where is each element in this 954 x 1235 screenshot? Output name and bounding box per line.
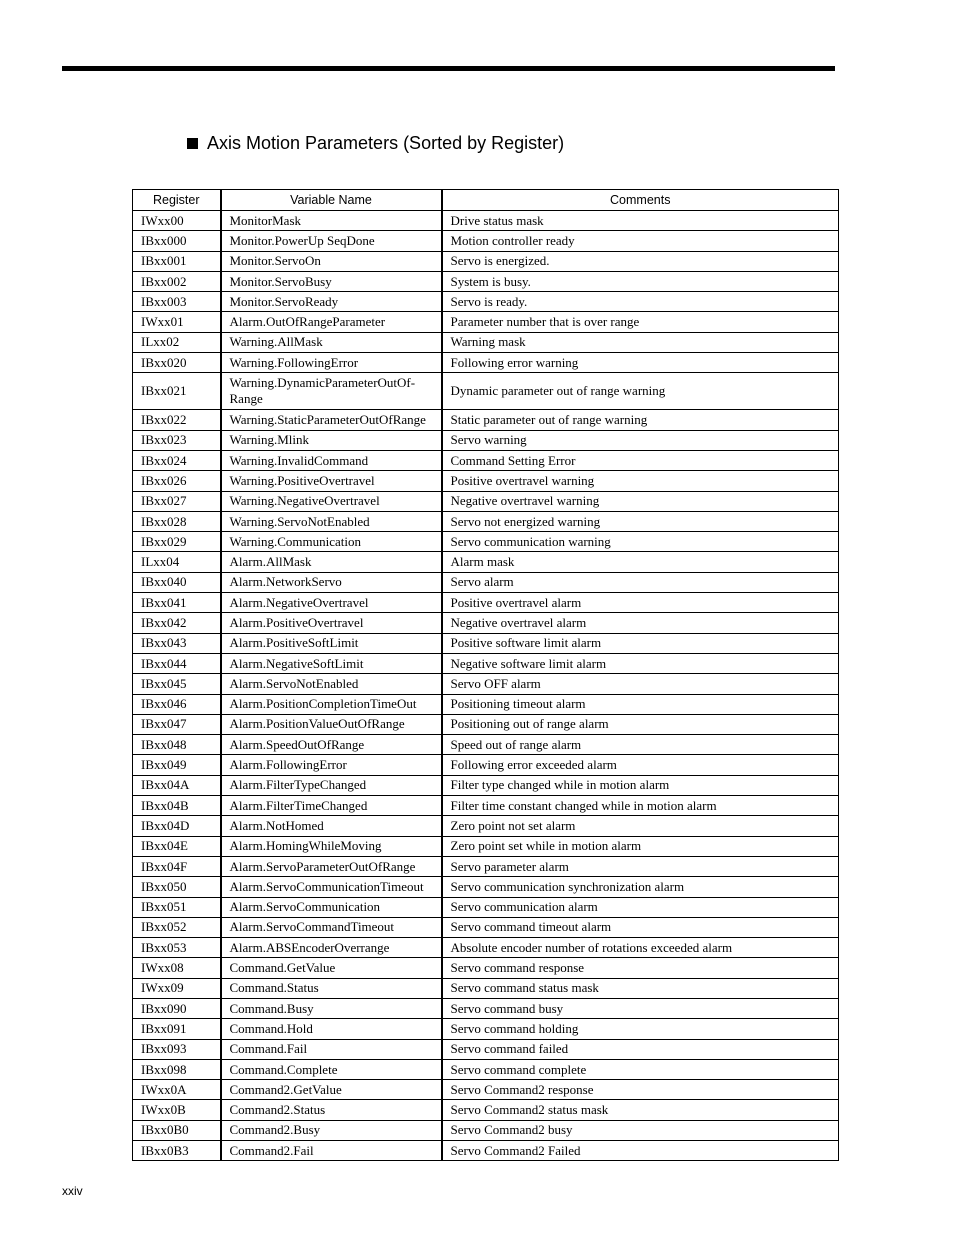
cell-variable-name: Monitor.ServoBusy [221,271,442,291]
cell-variable-name: Alarm.NegativeSoftLimit [221,653,442,673]
table-row [133,856,839,876]
header-register: Register [133,190,221,211]
cell-register: IBxx045 [133,674,221,694]
cell-variable-name: Monitor.ServoOn [221,251,442,271]
cell-variable-name: Alarm.HomingWhileMoving [221,836,442,856]
cell-comments: Servo command holding [442,1019,839,1039]
cell-variable-name: Warning.Mlink [221,430,442,450]
cell-variable-name: Alarm.SpeedOutOfRange [221,735,442,755]
cell-comments: Servo communication warning [442,532,839,552]
cell-comments: Servo command busy [442,998,839,1018]
cell-variable-name: Command2.GetValue [221,1080,442,1100]
table-row [133,1039,839,1059]
table-body [133,211,839,1161]
table-row [133,998,839,1018]
cell-register: IBxx04B [133,796,221,816]
cell-comments: Servo is ready. [442,292,839,312]
table-row [133,1019,839,1039]
table-row [133,1141,839,1161]
cell-comments: Drive status mask [442,211,839,231]
cell-variable-name: Command.Fail [221,1039,442,1059]
cell-comments: Alarm mask [442,552,839,572]
cell-comments: Servo command failed [442,1039,839,1059]
table-row [133,755,839,775]
cell-comments: Servo communication synchronization alarm [442,877,839,897]
cell-variable-name: Alarm.NotHomed [221,816,442,836]
table-row [133,653,839,673]
cell-variable-name: Alarm.PositionCompletionTimeOut [221,694,442,714]
header-variable-name: Variable Name [221,190,442,211]
cell-register: IWxx01 [133,312,221,332]
cell-register: IBxx0B3 [133,1141,221,1161]
cell-register: IBxx091 [133,1019,221,1039]
cell-register: IBxx052 [133,917,221,937]
cell-register: IBxx04E [133,836,221,856]
cell-comments: Positive overtravel warning [442,471,839,491]
cell-register: IWxx0A [133,1080,221,1100]
table-row [133,938,839,958]
cell-comments: Positioning out of range alarm [442,714,839,734]
cell-register: IBxx098 [133,1059,221,1079]
cell-comments: Servo command timeout alarm [442,917,839,937]
cell-comments: Following error exceeded alarm [442,755,839,775]
cell-variable-name: Alarm.NetworkServo [221,572,442,592]
cell-comments: Servo Command2 busy [442,1120,839,1140]
section-heading [187,130,564,156]
cell-variable-name: Warning.PositiveOvertravel [221,471,442,491]
cell-comments: Zero point not set alarm [442,816,839,836]
cell-register: IBxx026 [133,471,221,491]
table-row [133,816,839,836]
table-row [133,633,839,653]
cell-variable-name: Command.Status [221,978,442,998]
cell-register: ILxx02 [133,332,221,352]
cell-variable-name: Alarm.FollowingError [221,755,442,775]
cell-comments: Static parameter out of range warning [442,410,839,430]
table-row [133,714,839,734]
cell-register: IBxx024 [133,450,221,470]
table-row [133,511,839,531]
table-row [133,332,839,352]
cell-register: IWxx00 [133,211,221,231]
table-header-row [133,190,839,211]
cell-variable-name: Warning.DynamicParameterOutOf-Range [221,373,442,410]
table-row [133,491,839,511]
cell-register: IBxx046 [133,694,221,714]
table-row [133,877,839,897]
cell-comments: Servo command status mask [442,978,839,998]
cell-register: IBxx003 [133,292,221,312]
cell-comments: Filter type changed while in motion alarm [442,775,839,795]
table-row [133,613,839,633]
cell-variable-name: Alarm.PositiveOvertravel [221,613,442,633]
table-row [133,231,839,251]
cell-register: IBxx093 [133,1039,221,1059]
table-row [133,450,839,470]
cell-variable-name: Command2.Fail [221,1141,442,1161]
table-row [133,312,839,332]
cell-comments: Positive overtravel alarm [442,593,839,613]
cell-variable-name: Alarm.ServoCommandTimeout [221,917,442,937]
cell-comments: Servo command response [442,958,839,978]
cell-comments: Positioning timeout alarm [442,694,839,714]
table-row [133,552,839,572]
cell-variable-name: Alarm.FilterTimeChanged [221,796,442,816]
table-row [133,532,839,552]
cell-register: IBxx04F [133,856,221,876]
table-row [133,917,839,937]
table-row [133,694,839,714]
table-row [133,1080,839,1100]
cell-comments: Servo Command2 Failed [442,1141,839,1161]
cell-comments: Absolute encoder number of rotations exceeded alarm [442,938,839,958]
cell-variable-name: Command2.Status [221,1100,442,1120]
cell-comments: Dynamic parameter out of range warning [442,373,839,410]
cell-register: IBxx022 [133,410,221,430]
cell-variable-name: Alarm.PositionValueOutOfRange [221,714,442,734]
cell-variable-name: Warning.Communication [221,532,442,552]
cell-register: IBxx028 [133,511,221,531]
cell-register: IBxx000 [133,231,221,251]
cell-variable-name: Warning.FollowingError [221,353,442,373]
table-row [133,271,839,291]
cell-comments: Parameter number that is over range [442,312,839,332]
table-row [133,373,839,410]
section-title: Axis Motion Parameters (Sorted by Register) [207,132,565,153]
cell-variable-name: Alarm.FilterTypeChanged [221,775,442,795]
cell-register: IBxx021 [133,373,221,410]
table-row [133,796,839,816]
table-row [133,593,839,613]
cell-comments: Filter time constant changed while in motion alarm [442,796,839,816]
cell-comments: Following error warning [442,353,839,373]
cell-variable-name: Command.GetValue [221,958,442,978]
cell-variable-name: Alarm.ServoCommunication [221,897,442,917]
table-row [133,775,839,795]
table-row [133,572,839,592]
cell-variable-name: Alarm.AllMask [221,552,442,572]
table-row [133,353,839,373]
table-row [133,1100,839,1120]
cell-variable-name: Command2.Busy [221,1120,442,1140]
cell-register: IBxx043 [133,633,221,653]
cell-register: IWxx09 [133,978,221,998]
cell-comments: Servo warning [442,430,839,450]
cell-register: IBxx053 [133,938,221,958]
cell-register: IWxx0B [133,1100,221,1120]
cell-register: IBxx040 [133,572,221,592]
top-rule [62,66,835,71]
cell-register: IBxx044 [133,653,221,673]
cell-comments: Speed out of range alarm [442,735,839,755]
cell-register: IBxx050 [133,877,221,897]
cell-variable-name: Alarm.NegativeOvertravel [221,593,442,613]
cell-variable-name: Alarm.ServoParameterOutOfRange [221,856,442,876]
cell-comments: Negative software limit alarm [442,653,839,673]
cell-register: IBxx048 [133,735,221,755]
table-row [133,958,839,978]
table-row [133,897,839,917]
cell-comments: Servo parameter alarm [442,856,839,876]
table-row [133,735,839,755]
cell-comments: Command Setting Error [442,450,839,470]
cell-variable-name: Alarm.ABSEncoderOverrange [221,938,442,958]
table-row [133,978,839,998]
cell-register: IBxx0B0 [133,1120,221,1140]
cell-comments: Negative overtravel warning [442,491,839,511]
cell-variable-name: Warning.NegativeOvertravel [221,491,442,511]
cell-register: IBxx051 [133,897,221,917]
cell-variable-name: Alarm.ServoCommunicationTimeout [221,877,442,897]
cell-comments: Zero point set while in motion alarm [442,836,839,856]
cell-variable-name: Alarm.OutOfRangeParameter [221,312,442,332]
table-row [133,292,839,312]
table-row [133,1120,839,1140]
cell-comments: Servo is energized. [442,251,839,271]
table-row [133,410,839,430]
cell-register: IBxx049 [133,755,221,775]
cell-variable-name: Monitor.ServoReady [221,292,442,312]
table-row [133,1059,839,1079]
square-bullet-icon [187,138,198,149]
cell-comments: Warning mask [442,332,839,352]
cell-register: IBxx029 [133,532,221,552]
cell-variable-name: Warning.AllMask [221,332,442,352]
cell-register: IBxx001 [133,251,221,271]
cell-register: IBxx027 [133,491,221,511]
cell-register: IBxx020 [133,353,221,373]
cell-comments: Negative overtravel alarm [442,613,839,633]
cell-comments: Servo OFF alarm [442,674,839,694]
cell-register: IBxx041 [133,593,221,613]
cell-register: IBxx04D [133,816,221,836]
cell-register: IWxx08 [133,958,221,978]
cell-variable-name: Warning.ServoNotEnabled [221,511,442,531]
page-number: xxiv [62,1184,83,1198]
cell-comments: Positive software limit alarm [442,633,839,653]
cell-variable-name: Command.Busy [221,998,442,1018]
cell-variable-name: Command.Complete [221,1059,442,1079]
cell-comments: Servo not energized warning [442,511,839,531]
cell-variable-name: Monitor.PowerUp SeqDone [221,231,442,251]
table-row [133,211,839,231]
cell-register: IBxx047 [133,714,221,734]
axis-motion-parameters-table [132,189,839,1161]
cell-register: IBxx023 [133,430,221,450]
cell-register: IBxx090 [133,998,221,1018]
table-row [133,836,839,856]
cell-comments: Motion controller ready [442,231,839,251]
header-comments: Comments [442,190,839,211]
cell-variable-name: Alarm.PositiveSoftLimit [221,633,442,653]
cell-comments: Servo Command2 status mask [442,1100,839,1120]
cell-comments: Servo alarm [442,572,839,592]
cell-comments: Servo command complete [442,1059,839,1079]
cell-register: IBxx04A [133,775,221,795]
cell-register: IBxx042 [133,613,221,633]
table-row [133,471,839,491]
table-row [133,251,839,271]
cell-register: IBxx002 [133,271,221,291]
table-row [133,674,839,694]
cell-variable-name: MonitorMask [221,211,442,231]
cell-variable-name: Warning.StaticParameterOutOfRange [221,410,442,430]
cell-comments: Servo Command2 response [442,1080,839,1100]
cell-variable-name: Alarm.ServoNotEnabled [221,674,442,694]
cell-register: ILxx04 [133,552,221,572]
cell-variable-name: Command.Hold [221,1019,442,1039]
table-row [133,430,839,450]
cell-comments: System is busy. [442,271,839,291]
cell-variable-name: Warning.InvalidCommand [221,450,442,470]
cell-comments: Servo communication alarm [442,897,839,917]
